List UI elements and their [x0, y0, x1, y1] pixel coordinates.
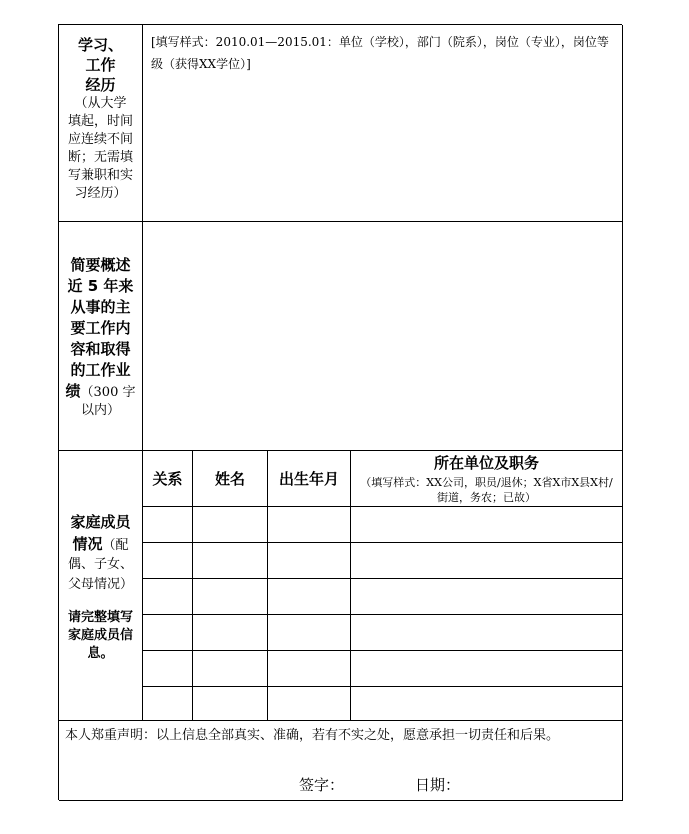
family-birth-cell[interactable]	[268, 579, 351, 615]
note-line: 填起，时间	[67, 114, 133, 129]
education-history-field[interactable]	[143, 25, 623, 222]
family-note	[59, 555, 142, 595]
title-line: 近 5 年来	[67, 277, 134, 295]
title-fragment: 情况	[72, 535, 103, 553]
family-name-cell[interactable]	[193, 579, 268, 615]
family-name-cell[interactable]	[193, 615, 268, 651]
family-note-start: （配	[102, 538, 129, 553]
family-reminder	[59, 609, 142, 663]
reminder-line: 家庭成员信	[67, 628, 133, 643]
title-line: 要工作内	[70, 319, 131, 337]
title-line: 的工作业	[70, 361, 131, 379]
title-fragment: 绩	[65, 382, 81, 400]
family-label-cell	[59, 451, 143, 721]
note-line: 应连续不间	[67, 132, 133, 147]
family-birth-cell[interactable]	[268, 651, 351, 687]
family-title: 家庭成员	[70, 513, 131, 531]
note-line: 写兼职和实	[67, 168, 133, 183]
header-employer	[351, 451, 623, 507]
family-relation-cell[interactable]	[143, 543, 193, 579]
education-history-label-cell	[59, 25, 143, 222]
title-line: 工作	[85, 56, 116, 74]
header-relation-text: 关系	[152, 470, 183, 488]
family-employer-cell[interactable]	[351, 543, 623, 579]
family-title-line2	[59, 533, 142, 555]
title-line: 从事的主	[70, 298, 131, 316]
header-relation	[143, 451, 193, 507]
education-history-hint: [填写样式：2010.01—2015.01：单位（学校），部门（院系），岗位（专业），岗位等级（获得XX学位）]	[151, 35, 609, 71]
title-line: 简要概述	[70, 256, 131, 274]
header-birth-text: 出生年月	[278, 470, 339, 488]
family-relation-cell[interactable]	[143, 579, 193, 615]
signature-label[interactable]: 签字：	[299, 776, 345, 794]
word-limit-note: （300 字	[80, 385, 136, 400]
header-employer-hint: （填写样式：XX公司，职员/退休；X省X市X县X村/街道，务农；已故）	[360, 475, 613, 504]
family-relation-cell[interactable]	[143, 615, 193, 651]
word-limit-note-end: 以内）	[80, 403, 120, 418]
application-form	[58, 24, 622, 800]
family-employer-cell[interactable]	[351, 615, 623, 651]
education-history-note	[59, 95, 142, 203]
note-line: 父母情况）	[67, 577, 133, 592]
header-birth	[268, 451, 351, 507]
family-birth-cell[interactable]	[268, 507, 351, 543]
family-birth-cell[interactable]	[268, 687, 351, 721]
title-line: 容和取得	[70, 340, 131, 358]
title-line-mixed	[59, 381, 142, 402]
family-employer-cell[interactable]	[351, 651, 623, 687]
declaration-cell	[59, 721, 623, 801]
family-name-cell[interactable]	[193, 687, 268, 721]
title-line: 学习、	[77, 36, 123, 54]
header-name	[193, 451, 268, 507]
education-history-title	[59, 35, 142, 95]
note-line: 偶、子女、	[67, 557, 133, 572]
reminder-line: 请完整填写	[67, 610, 133, 625]
work-summary-title	[59, 255, 142, 402]
family-birth-cell[interactable]	[268, 543, 351, 579]
title-line: 经历	[85, 76, 116, 94]
note-line: （从大学	[74, 96, 127, 111]
family-relation-cell[interactable]	[143, 651, 193, 687]
reminder-line: 息。	[87, 646, 114, 661]
declaration-text: 本人郑重声明：以上信息全部真实、准确，若有不实之处，愿意承担一切责任和后果。	[65, 728, 560, 743]
family-birth-cell[interactable]	[268, 615, 351, 651]
work-summary-field[interactable]	[143, 222, 623, 451]
note-line: 断；无需填	[67, 150, 133, 165]
header-employer-text: 所在单位及职务	[433, 453, 539, 472]
family-employer-cell[interactable]	[351, 579, 623, 615]
family-employer-cell[interactable]	[351, 687, 623, 721]
work-summary-label-cell	[59, 222, 143, 451]
header-name-text: 姓名	[214, 470, 245, 488]
family-name-cell[interactable]	[193, 651, 268, 687]
note-line: 习经历）	[74, 186, 127, 201]
family-name-cell[interactable]	[193, 543, 268, 579]
date-label[interactable]: 日期：	[415, 776, 461, 794]
family-relation-cell[interactable]	[143, 507, 193, 543]
family-relation-cell[interactable]	[143, 687, 193, 721]
family-employer-cell[interactable]	[351, 507, 623, 543]
family-name-cell[interactable]	[193, 507, 268, 543]
